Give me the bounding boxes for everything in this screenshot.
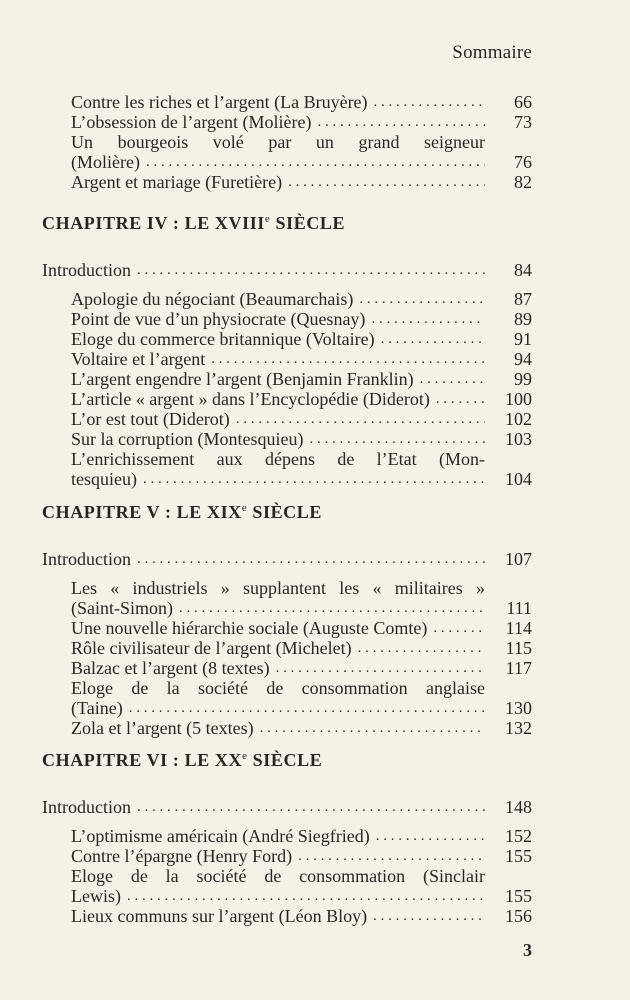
toc-entry-line1: Les « industriels » supplantent les « militaires » <box>71 578 485 598</box>
dot-leader <box>276 657 485 679</box>
toc-entry-text: Lieux communs sur l’argent (Léon Bloy) <box>71 906 368 926</box>
toc-entry-text: tesquieu) <box>71 469 137 489</box>
chapter-title: CHAPITRE IV : LE XVIII <box>42 213 265 233</box>
chapter-introduction <box>42 796 485 818</box>
page-number: 115 <box>505 638 532 658</box>
toc-entry <box>71 697 485 719</box>
toc-entry <box>71 905 485 927</box>
page-number: 73 <box>514 112 532 132</box>
chapter-title-suffix: SIÈCLE <box>247 750 323 770</box>
toc-entry-text: Contre les riches et l’argent (La Bruyère) <box>71 92 368 112</box>
toc-entry-text: Rôle civilisateur de l’argent (Michelet) <box>71 638 352 658</box>
toc-entry <box>71 388 485 410</box>
toc-entry-text: (Saint-Simon) <box>71 598 173 618</box>
dot-leader <box>381 328 485 350</box>
dot-leader <box>288 171 485 193</box>
page-number: 84 <box>514 260 532 280</box>
toc-entry <box>71 845 485 867</box>
chapter-title: CHAPITRE VI : LE XX <box>42 750 243 770</box>
toc-entry <box>71 308 485 330</box>
toc-entry-text: Voltaire et l’argent <box>71 349 206 369</box>
page-number: 82 <box>514 172 532 192</box>
dot-leader <box>137 796 485 818</box>
toc-entry-text: Une nouvelle hiérarchie sociale (Auguste Comte) <box>71 618 428 638</box>
chapter-introduction <box>42 548 485 570</box>
dot-leader <box>359 288 485 310</box>
page-number: 156 <box>505 906 532 926</box>
toc-entry <box>71 468 485 490</box>
dot-leader <box>179 597 485 619</box>
toc-entry <box>71 885 485 907</box>
dot-leader <box>376 825 485 847</box>
page-header-title: Sommaire <box>452 42 532 63</box>
toc-entry <box>71 151 485 173</box>
page-number: 155 <box>505 846 532 866</box>
dot-leader <box>436 388 485 410</box>
page-number: 94 <box>514 349 532 369</box>
dot-leader <box>374 91 485 113</box>
page-number: 104 <box>505 469 532 489</box>
toc-entry <box>71 408 485 430</box>
page-folio: 3 <box>523 940 532 960</box>
toc-entry <box>71 617 485 639</box>
chapter-introduction-text: Introduction <box>42 549 131 569</box>
page-number: 130 <box>505 698 532 718</box>
toc-entry <box>71 825 485 847</box>
page-number: 107 <box>505 549 532 569</box>
chapter-heading <box>42 750 322 771</box>
toc-entry-line1: L’enrichissement aux dépens de l’Etat (Mon- <box>71 449 485 469</box>
toc-entry <box>71 348 485 370</box>
page-number: 132 <box>505 718 532 738</box>
toc-entry-text: Zola et l’argent (5 textes) <box>71 718 254 738</box>
toc-entry <box>71 597 485 619</box>
toc-entry-line1: Un bourgeois volé par un grand seigneur <box>71 132 485 152</box>
toc-entry-text: Contre l’épargne (Henry Ford) <box>71 846 293 866</box>
page-number: 91 <box>514 329 532 349</box>
toc-entry <box>71 717 485 739</box>
dot-leader <box>317 111 485 133</box>
page-number: 111 <box>506 598 532 618</box>
page-number: 76 <box>514 152 532 172</box>
page-number: 152 <box>505 826 532 846</box>
dot-leader <box>236 408 485 430</box>
toc-entry-text: L’article « argent » dans l’Encyclopédie (Diderot) <box>71 389 430 409</box>
dot-leader <box>433 617 485 639</box>
toc-entry-line1: Eloge de la société de consommation (Sinclair <box>71 866 485 886</box>
page-number: 89 <box>514 309 532 329</box>
dot-leader <box>373 905 485 927</box>
dot-leader <box>371 308 485 330</box>
page-number: 66 <box>514 92 532 112</box>
toc-entry-text: (Taine) <box>71 698 123 718</box>
toc-entry <box>71 657 485 679</box>
dot-leader <box>420 368 485 390</box>
toc-entry-text: Point de vue d’un physiocrate (Quesnay) <box>71 309 366 329</box>
toc-entry <box>71 91 485 113</box>
dot-leader <box>298 845 485 867</box>
toc-entry <box>71 328 485 350</box>
toc-entry-text: Apologie du négociant (Beaumarchais) <box>71 289 354 309</box>
dot-leader <box>137 259 485 281</box>
toc-entry-text: L’or est tout (Diderot) <box>71 409 230 429</box>
toc-entry <box>71 368 485 390</box>
page-number: 100 <box>505 389 532 409</box>
dot-leader <box>309 428 485 450</box>
dot-leader <box>143 468 485 490</box>
dot-leader <box>146 151 485 173</box>
toc-entry-text: Lewis) <box>71 886 121 906</box>
toc-entry-text: L’obsession de l’argent (Molière) <box>71 112 312 132</box>
chapter-title-superscript: e <box>264 213 271 225</box>
page-number: 117 <box>505 658 532 678</box>
toc-entry <box>71 288 485 310</box>
toc-entry-text: Eloge du commerce britannique (Voltaire) <box>71 329 375 349</box>
page-number: 102 <box>505 409 532 429</box>
chapter-heading <box>42 213 345 234</box>
chapter-introduction-text: Introduction <box>42 797 131 817</box>
dot-leader <box>129 697 485 719</box>
page-number: 103 <box>505 429 532 449</box>
toc-entry-line1: Eloge de la société de consommation anglaise <box>71 678 485 698</box>
toc-entry-text: Argent et mariage (Furetière) <box>71 172 283 192</box>
toc-entry-text: L’optimisme américain (André Siegfried) <box>71 826 370 846</box>
dot-leader <box>260 717 485 739</box>
toc-entry-text: L’argent engendre l’argent (Benjamin Franklin) <box>71 369 414 389</box>
page-number: 155 <box>505 886 532 906</box>
toc-entry <box>71 428 485 450</box>
toc-entry-text: Sur la corruption (Montesquieu) <box>71 429 304 449</box>
dot-leader <box>358 637 485 659</box>
toc-entry-text: (Molière) <box>71 152 140 172</box>
chapter-title-superscript: e <box>242 750 248 762</box>
chapter-title: CHAPITRE V : LE XIX <box>42 502 242 522</box>
chapter-title-superscript: e <box>241 502 248 514</box>
page-number: 114 <box>505 618 532 638</box>
dot-leader <box>211 348 485 370</box>
chapter-introduction-text: Introduction <box>42 260 131 280</box>
toc-entry <box>71 637 485 659</box>
page-number: 87 <box>514 289 532 309</box>
chapter-title-suffix: SIÈCLE <box>270 213 346 233</box>
chapter-title-suffix: SIÈCLE <box>247 502 322 522</box>
chapter-heading <box>42 502 322 523</box>
page-number: 148 <box>505 797 532 817</box>
toc-entry <box>71 111 485 133</box>
page-number: 99 <box>514 369 532 389</box>
toc-entry-text: Balzac et l’argent (8 textes) <box>71 658 270 678</box>
toc-entry <box>71 171 485 193</box>
dot-leader <box>137 548 485 570</box>
chapter-introduction <box>42 259 485 281</box>
dot-leader <box>127 885 485 907</box>
